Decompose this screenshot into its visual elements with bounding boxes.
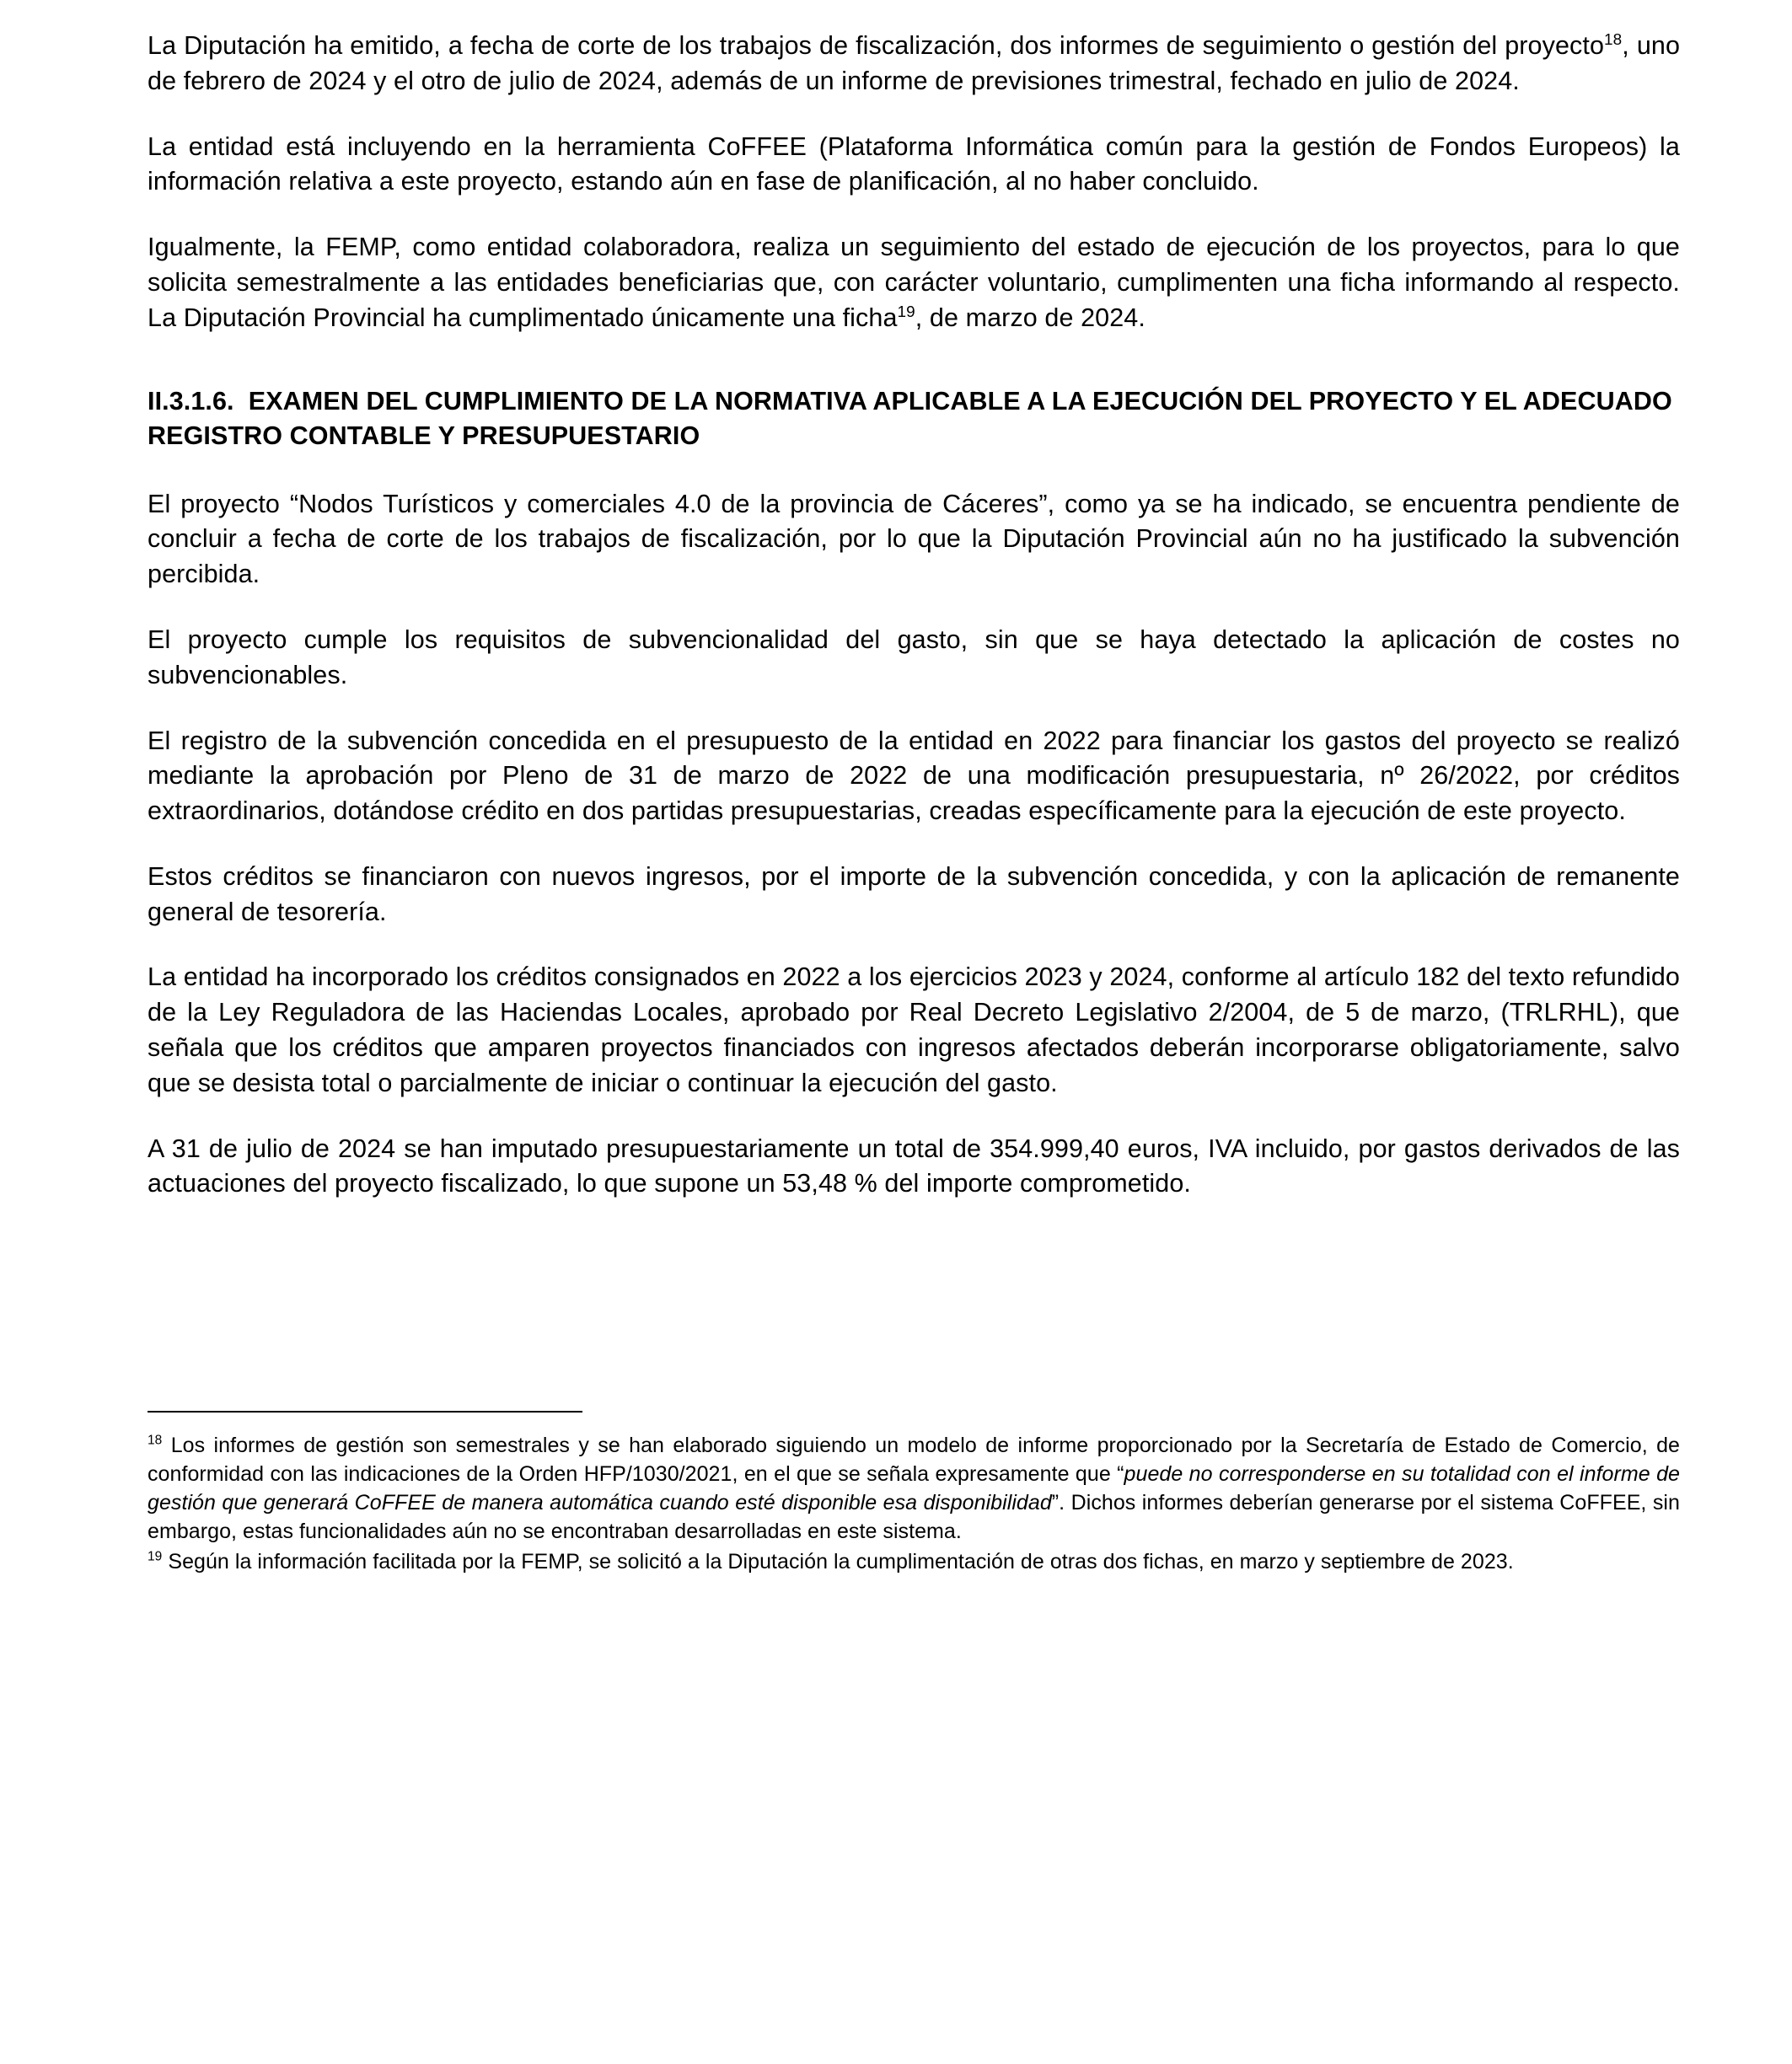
paragraph-imputacion-presupuestaria: A 31 de julio de 2024 se han imputado presupuestariamente un total de 354.999,40 euros, IVA incluido, por gastos derivados de las actuaciones del proyecto fiscalizado, lo que supone un 53,48 % del importe comprometido.	[148, 1134, 1680, 1198]
heading-title: EXAMEN DEL CUMPLIMIENTO DE LA NORMATIVA APLICABLE A LA EJECUCIÓN DEL PROYECTO Y EL ADECUADO REGISTRO CONTABLE Y PRESUPUESTARIO	[148, 387, 1672, 451]
footnote-19	[148, 1547, 1680, 1576]
footnote-marker-19: 19	[148, 1549, 163, 1564]
footnote-18-text: Los informes de gestión son semestrales y se han elaborado siguiendo un modelo de informe proporcionado por la Secretaría de Estado de Comercio, de conformidad con las indicaciones de la Orden HFP/1030/2021, en el que se señala expresamente que “puede no corresponderse en su totalidad con el informe de gestión que generará CoFFEE de manera automática cuando esté disponible esa disponibilidad”. Dichos informes deberían generarse por el sistema CoFFEE, sin embargo, estas funcionalidades aún no se encontraban desarrolladas en este sistema.	[148, 1434, 1681, 1544]
footnote-ref: 18	[1604, 30, 1623, 49]
footnote-marker-18: 18	[148, 1433, 163, 1448]
footnote-divider	[148, 1411, 582, 1413]
paragraph-creditos-financiados: Estos créditos se financiaron con nuevos ingresos, por el importe de la subvención concedida, y con la aplicación de remanente general de tesorería.	[148, 861, 1680, 926]
vertical-spacer	[148, 1202, 1680, 1411]
footnote-19-text: Según la información facilitada por la FEMP, se solicitó a la Diputación la cumplimentación de otras dos fichas, en marzo y septiembre de 2023.	[162, 1550, 1514, 1574]
footnote-ref: 19	[897, 303, 915, 321]
quoted-text: puede no corresponderse en su totalidad con el informe de gestión que generará CoFFEE de manera automática cuando esté disponible esa disponibilidad	[148, 1462, 1681, 1515]
paragraph-subvencionalidad: El proyecto cumple los requisitos de subvencionalidad del gasto, sin que se haya detectado la aplicación de costes no subvencionables.	[148, 625, 1680, 689]
paragraph-proyecto-nodos: El proyecto “Nodos Turísticos y comerciales 4.0 de la provincia de Cáceres”, como ya se ha indicado, se encuentra pendiente de concluir a fecha de corte de los trabajos de fiscalización, por lo que la Diputación Provincial aún no ha justificado la subvención percibida.	[148, 489, 1680, 589]
paragraph-incorporacion-creditos: La entidad ha incorporado los créditos consignados en 2022 a los ejercicios 2023 y 2024, conforme al artículo 182 del texto refundido de la Ley Reguladora de las Haciendas Locales, aprobado por Real Decreto Legislativo 2/2004, de 5 de marzo, (TRLRHL), que señala que los créditos que amparen proyectos financiados con ingresos afectados deberán incorporarse obligatoriamente, salvo que se desista total o parcialmente de iniciar o continuar la ejecución del gasto.	[148, 962, 1680, 1097]
page-title	[148, 384, 1680, 453]
heading-number: II.3.1.6.	[148, 387, 234, 416]
paragraph-registro-subvencion: El registro de la subvención concedida en el presupuesto de la entidad en 2022 para financiar los gastos del proyecto se realizó mediante la aprobación por Pleno de 31 de marzo de 2022 de una modificación presupuestaria, nº 26/2022, por créditos extraordinarios, dotándose crédito en dos partidas presupuestarias, creadas específicamente para la ejecución de este proyecto.	[148, 726, 1680, 826]
paragraph-femp: Igualmente, la FEMP, como entidad colaboradora, realiza un seguimiento del estado de ejecución de los proyectos, para lo que solicita semestralmente a las entidades beneficiarias que, con carácter voluntario, cumplimenten una ficha informando al respecto. La Diputación Provincial ha cumplimentado únicamente una ficha$^{19}$, de marzo de 2024.	[148, 233, 1680, 332]
bottom-padding	[148, 1578, 1680, 1595]
footnote-area	[148, 1411, 1680, 1576]
footnote-18	[148, 1431, 1680, 1546]
paragraph-coffee: La entidad está incluyendo en la herramienta CoFFEE (Plataforma Informática común para la gestión de Fondos Europeos) la información relativa a este proyecto, estando aún en fase de planificación, al no haber concluido.	[148, 131, 1680, 196]
paragraph-intro-informes: La Diputación ha emitido, a fecha de corte de los trabajos de fiscalización, dos informes de seguimiento o gestión del proyecto$^{18}$, uno de febrero de 2024 y el otro de julio de 2024, además de un informe de previsiones trimestral, fechado en julio de 2024.	[148, 30, 1681, 95]
